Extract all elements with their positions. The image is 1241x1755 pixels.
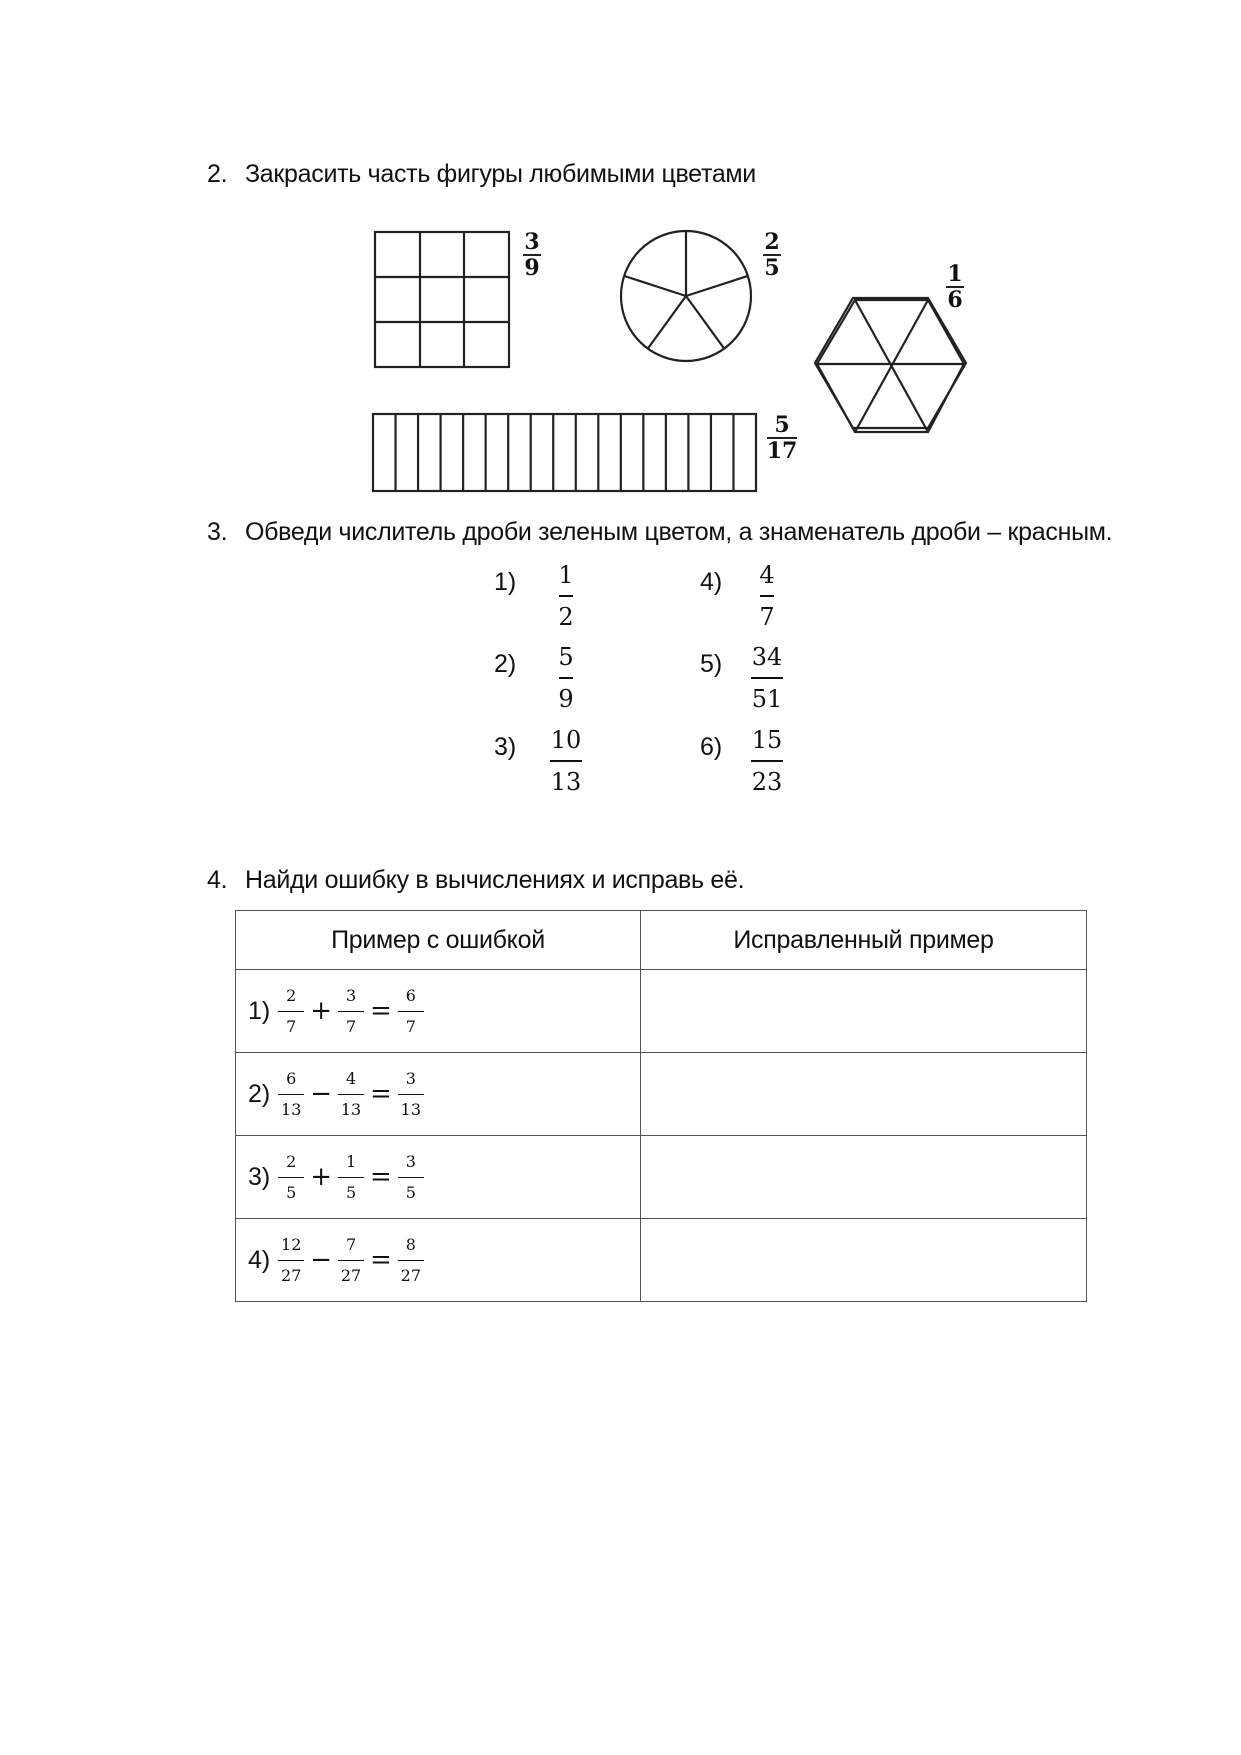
operator: − xyxy=(310,1079,333,1109)
fraction-denominator: 27 xyxy=(340,1265,362,1285)
fraction-numerator: 12 xyxy=(281,1234,302,1254)
error-example-cell xyxy=(236,1053,641,1136)
error-table xyxy=(235,910,1087,1302)
task-3-title xyxy=(207,518,1112,547)
table-row xyxy=(236,1219,1087,1302)
fraction-denominator: 5 xyxy=(286,1182,297,1202)
fraction-denominator: 27 xyxy=(281,1265,302,1285)
corrected-example-cell[interactable] xyxy=(641,1219,1087,1302)
grid-square-fraction xyxy=(520,230,544,280)
fraction-numerator: 10 xyxy=(550,726,582,754)
error-example-cell xyxy=(236,1219,641,1302)
error-example-cell xyxy=(236,1136,641,1219)
equation xyxy=(236,970,640,1052)
equals-sign: = xyxy=(370,1162,392,1192)
list-item-fraction[interactable] xyxy=(737,561,797,631)
equation xyxy=(236,1053,640,1135)
fraction-denominator: 5 xyxy=(405,1182,416,1202)
fraction-numerator: 5 xyxy=(774,412,790,438)
fraction-bar xyxy=(278,1094,304,1095)
fraction-denominator: 17 xyxy=(766,438,798,464)
fraction-bar xyxy=(398,1260,424,1261)
column-header-corrected: Исправленный пример xyxy=(641,911,1087,970)
list-item-fraction[interactable] xyxy=(536,561,596,631)
list-item-label: 5) xyxy=(700,650,723,678)
list-item-fraction[interactable] xyxy=(536,726,596,796)
list-item-fraction[interactable] xyxy=(737,726,797,796)
fraction-numerator: 4 xyxy=(759,561,775,589)
fraction xyxy=(338,987,364,1036)
strip-outline xyxy=(373,414,756,491)
fraction-denominator: 5 xyxy=(764,255,780,281)
fraction-bar xyxy=(338,1011,364,1012)
fraction-denominator: 7 xyxy=(286,1016,297,1036)
circle-fraction xyxy=(760,230,784,280)
fraction-numerator: 1 xyxy=(947,261,963,287)
grid-square-figure xyxy=(375,232,509,367)
fraction-numerator: 1 xyxy=(558,561,574,589)
task-2-text: Закрасить часть фигуры любимыми цветами xyxy=(245,160,756,188)
circle-figure xyxy=(621,231,751,361)
fraction-numerator: 2 xyxy=(764,229,780,255)
fraction xyxy=(398,987,424,1036)
hexagon-fraction xyxy=(943,262,967,312)
equation xyxy=(236,1219,640,1301)
strip-figure xyxy=(373,414,756,491)
corrected-example-cell[interactable] xyxy=(641,1053,1087,1136)
equals-sign: = xyxy=(370,1079,392,1109)
fraction-denominator: 9 xyxy=(524,255,540,281)
fraction xyxy=(398,1070,424,1119)
task-3-text: Обведи числитель дроби зеленым цветом, а знаменатель дроби – красным. xyxy=(245,518,1113,546)
task-2-number: 2. xyxy=(207,160,228,188)
fraction-denominator: 7 xyxy=(345,1016,357,1036)
fraction-numerator: 15 xyxy=(751,726,783,754)
fraction-numerator: 2 xyxy=(286,985,297,1005)
fraction-numerator: 1 xyxy=(345,1151,357,1171)
fraction-bar xyxy=(278,1260,304,1261)
fraction-numerator: 6 xyxy=(405,985,416,1005)
fraction-denominator: 13 xyxy=(340,1099,362,1119)
fraction-numerator: 3 xyxy=(405,1151,416,1171)
task-4-number: 4. xyxy=(207,866,228,894)
error-example-cell xyxy=(236,970,641,1053)
fraction-denominator: 7 xyxy=(759,603,775,631)
fraction-numerator: 3 xyxy=(405,1068,416,1088)
fraction-denominator: 6 xyxy=(947,287,963,313)
table-header-row xyxy=(236,911,1087,970)
fraction-bar xyxy=(338,1177,364,1178)
fraction-denominator: 23 xyxy=(751,768,783,796)
fraction-bar xyxy=(338,1260,364,1261)
fraction-bar xyxy=(398,1011,424,1012)
operator: − xyxy=(310,1245,333,1275)
fraction-numerator: 34 xyxy=(751,643,783,671)
fraction-denominator: 7 xyxy=(405,1016,416,1036)
fraction xyxy=(398,1236,424,1285)
fraction-denominator: 27 xyxy=(400,1265,421,1285)
fraction-numerator: 3 xyxy=(345,985,357,1005)
list-item-label: 1) xyxy=(494,568,517,596)
row-label: 1) xyxy=(248,996,271,1025)
task-3-number: 3. xyxy=(207,518,228,546)
fraction-bar xyxy=(398,1177,424,1178)
fraction xyxy=(338,1070,364,1119)
operator: + xyxy=(310,996,333,1026)
task-2-figures xyxy=(0,0,1241,520)
fraction xyxy=(278,1070,304,1119)
fraction-bar xyxy=(559,595,573,597)
equals-sign: = xyxy=(370,996,392,1026)
fraction xyxy=(338,1236,364,1285)
table-row xyxy=(236,970,1087,1053)
fraction-numerator: 6 xyxy=(286,1068,297,1088)
row-label: 4) xyxy=(248,1245,271,1274)
fraction-bar xyxy=(751,677,783,679)
task-4-text: Найди ошибку в вычислениях и исправь её. xyxy=(245,866,745,894)
strip-fraction xyxy=(765,413,799,463)
corrected-example-cell[interactable] xyxy=(641,970,1087,1053)
list-item-label: 3) xyxy=(494,733,517,761)
fraction-denominator: 13 xyxy=(281,1099,302,1119)
fraction-bar xyxy=(559,677,573,679)
fraction xyxy=(338,1153,364,1202)
corrected-example-cell[interactable] xyxy=(641,1136,1087,1219)
fraction xyxy=(278,1153,304,1202)
fraction-denominator: 51 xyxy=(751,685,783,713)
fraction-bar xyxy=(550,760,582,762)
equals-sign: = xyxy=(370,1245,392,1275)
table-row xyxy=(236,1053,1087,1136)
fraction-denominator: 13 xyxy=(550,768,582,796)
fraction-denominator: 5 xyxy=(345,1182,357,1202)
list-item-label: 2) xyxy=(494,650,517,678)
row-label: 3) xyxy=(248,1162,271,1191)
fraction-numerator: 5 xyxy=(558,643,574,671)
equation xyxy=(236,1136,640,1218)
list-item-fraction[interactable] xyxy=(737,643,797,713)
fraction-bar xyxy=(760,595,774,597)
list-item-label: 6) xyxy=(700,733,723,761)
list-item-fraction[interactable] xyxy=(536,643,596,713)
fraction-numerator: 2 xyxy=(286,1151,297,1171)
fraction-numerator: 8 xyxy=(405,1234,416,1254)
fraction-numerator: 7 xyxy=(345,1234,357,1254)
fraction xyxy=(278,987,304,1036)
operator: + xyxy=(310,1162,333,1192)
fraction xyxy=(278,1236,304,1285)
fraction-bar xyxy=(338,1094,364,1095)
table-row xyxy=(236,1136,1087,1219)
fraction xyxy=(398,1153,424,1202)
task-4-title xyxy=(207,866,744,895)
column-header-with-error: Пример с ошибкой xyxy=(236,911,641,970)
fraction-numerator: 4 xyxy=(345,1068,357,1088)
hexagon-figure xyxy=(815,298,966,432)
fraction-bar xyxy=(278,1177,304,1178)
fraction-bar xyxy=(398,1094,424,1095)
fraction-denominator: 2 xyxy=(558,603,574,631)
fraction-bar xyxy=(751,760,783,762)
fraction-bar xyxy=(278,1011,304,1012)
row-label: 2) xyxy=(248,1079,271,1108)
fraction-denominator: 13 xyxy=(400,1099,421,1119)
list-item-label: 4) xyxy=(700,568,723,596)
fraction-numerator: 3 xyxy=(524,229,540,255)
fraction-denominator: 9 xyxy=(558,685,574,713)
